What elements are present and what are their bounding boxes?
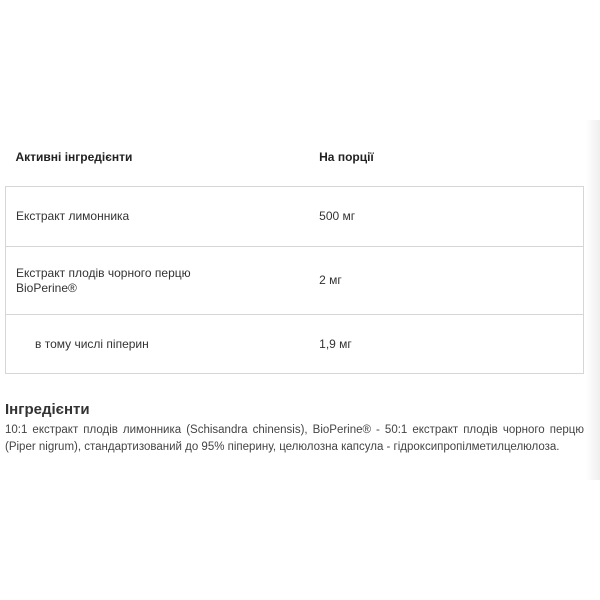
ingredients-description: 10:1 екстракт плодів лимонника (Schisandra chinensis), BioPerine® - 50:1 екстракт плодів чорного перцю (Piper nigrum), стандартизований до 95% піперину, целюлозна капсула - гідроксипропілметилцелюлоза. bbox=[5, 424, 584, 453]
header-active-ingredients: Активні інгредієнти bbox=[6, 128, 320, 187]
ingredient-name-text: Екстракт плодів чорного перцю BioPerine® bbox=[16, 265, 191, 295]
table-header-row bbox=[6, 128, 584, 187]
page-edge-shadow bbox=[586, 120, 600, 480]
ingredient-name: в тому числі піперин bbox=[6, 315, 320, 374]
nutrition-table bbox=[5, 128, 584, 374]
header-per-serving: На порції bbox=[319, 128, 583, 187]
ingredient-amount: 2 мг bbox=[319, 247, 583, 315]
table-row bbox=[6, 315, 584, 374]
table-row bbox=[6, 187, 584, 247]
ingredient-name: Екстракт лимонника bbox=[6, 187, 320, 247]
ingredient-amount: 500 мг bbox=[319, 187, 583, 247]
table-row bbox=[6, 247, 584, 315]
ingredient-name bbox=[6, 247, 320, 315]
ingredients-heading: Інгредієнти bbox=[5, 401, 90, 418]
ingredient-amount: 1,9 мг bbox=[319, 315, 583, 374]
